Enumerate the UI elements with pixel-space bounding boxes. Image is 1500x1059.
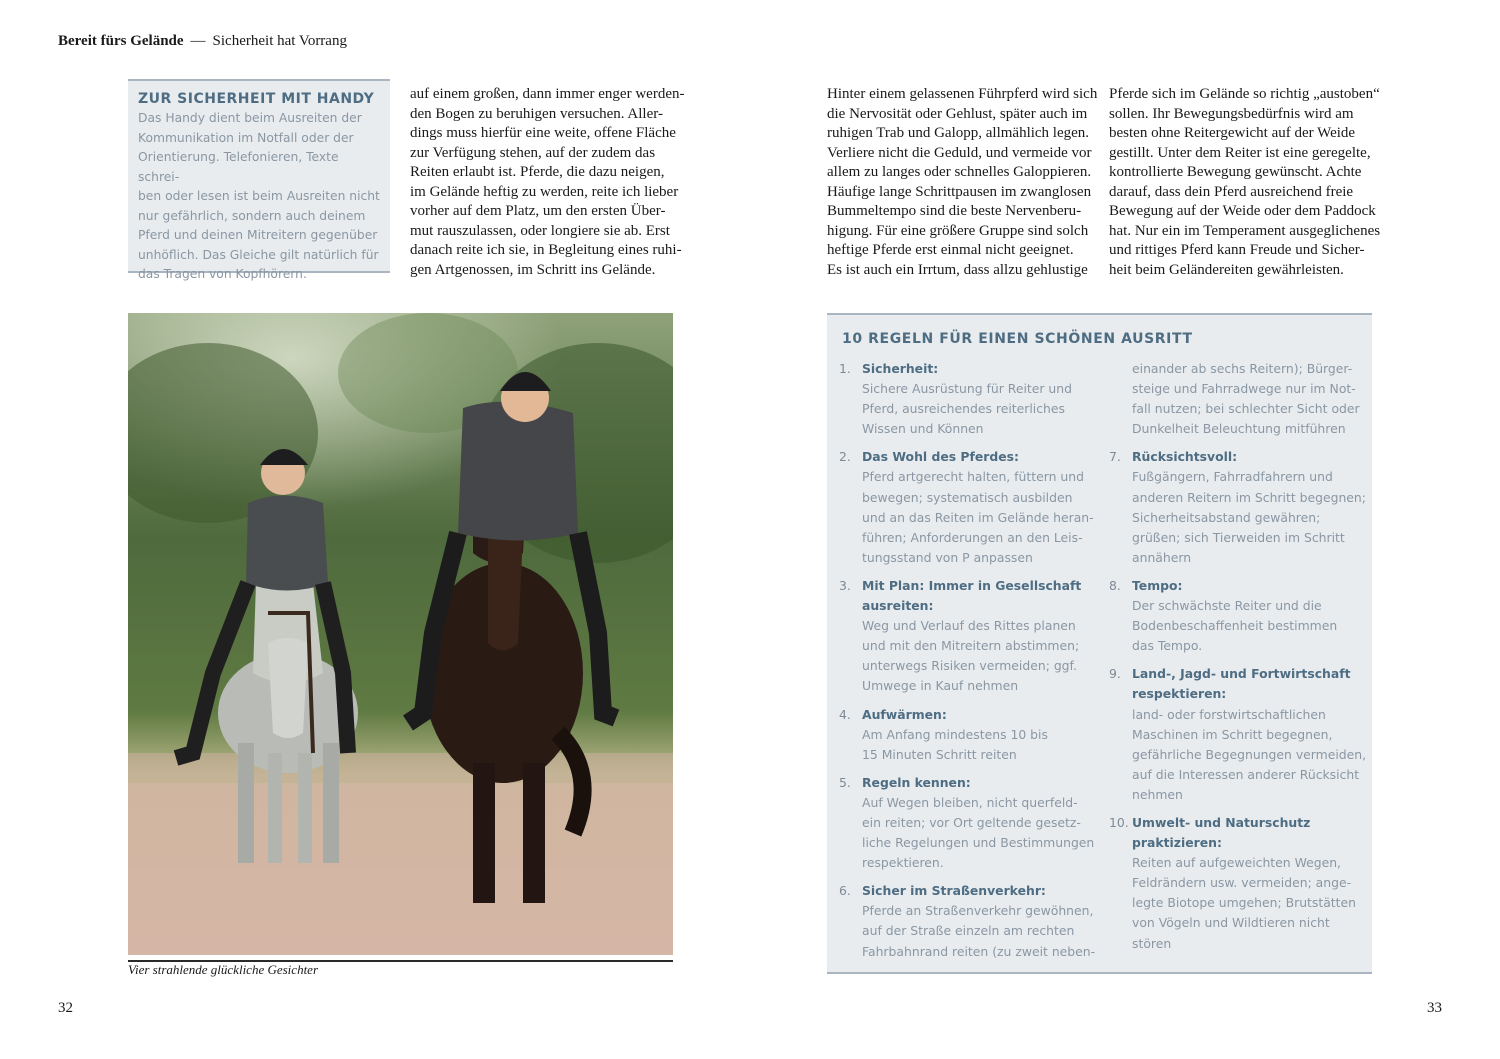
rules-box [827, 313, 1372, 974]
rule-text: Sichere Ausrüstung für Reiter und Pferd, ausreichendes reiterliches Wissen und Können [862, 381, 1072, 437]
body-line: ruhigen Trab und Galopp, allmählich legen. [827, 125, 1090, 141]
info-box-line: unhöflich. Das Gleiche gilt natürlich für [138, 247, 379, 262]
rule-title: Aufwärmen: [862, 706, 947, 722]
running-head-dash: — [190, 33, 206, 49]
body-line: Pferde sich im Gelände so richtig „austoben“ [1109, 86, 1380, 102]
rule-text: Auf Wegen bleiben, nicht querfeld- ein reiten; vor Ort geltende gesetz- liche Regelungen und Bestimmungen respektieren. [862, 794, 1095, 871]
body-line: allem zu langes oder schnelles Galoppieren. [827, 164, 1092, 180]
rule-text: Der schwächste Reiter und die Bodenbeschaffenheit bestimmen das Tempo. [1132, 598, 1338, 654]
rule-title: Tempo: [1132, 577, 1183, 593]
info-box-title: ZUR SICHERHEIT MIT HANDY [138, 91, 375, 107]
info-box-line: Kommunikation im Notfall oder der [138, 130, 354, 145]
rule-number: 2. [839, 449, 851, 465]
rule-text: land- oder forstwirtschaftlichen Maschinen im Schritt begegnen, gefährliche Begegnungen vermeiden, auf die Interessen anderer Rücksicht nehmen [1132, 706, 1367, 802]
body-line: hat. Nur ein im Temperament ausgeglichenes [1109, 222, 1381, 239]
rule-item [1109, 664, 1369, 805]
body-line: heftige Pferde erst einmal nicht geeignet. [827, 242, 1074, 258]
body-line: vorher auf dem Platz, um den ersten Über- [410, 203, 666, 219]
body-column-left [410, 85, 685, 280]
body-line: higung. Für eine größere Gruppe sind solch [827, 222, 1089, 239]
body-line: gen Artgenossen, im Schritt ins Gelände. [410, 261, 656, 278]
riders-photo [128, 313, 673, 955]
body-line: auf einem großen, dann immer enger werden- [410, 86, 685, 102]
body-line: sollen. Ihr Bewegungsbedürfnis wird am [1109, 105, 1354, 122]
rule-title: Mit Plan: Immer in Gesellschaft ausreiten: [862, 577, 1082, 614]
rule-text: Pferd artgerecht halten, füttern und bewegen; systematisch ausbilden und an das Reiten im Gelände heran- führen; Anforderungen an den Leis- tungsstand von P anpassen [862, 469, 1094, 565]
page-number-right: 33 [1427, 1000, 1442, 1016]
rule-text: Weg und Verlauf des Rittes planen und mit den Mitreitern abstimmen; unterwegs Risiken vermeiden; ggf. Umwege in Kauf nehmen [862, 618, 1080, 694]
chapter-title: Bereit fürs Gelände [58, 33, 184, 49]
info-box-line: ben oder lesen ist beim Ausreiten nicht [138, 189, 380, 203]
rule-item [1109, 447, 1369, 568]
rule-title: Umwelt- und Naturschutz praktizieren: [1132, 814, 1311, 851]
body-line: im Gelände heftig zu werden, reite ich lieber [410, 183, 679, 200]
section-title: Sicherheit hat Vorrang [212, 33, 347, 49]
running-head [58, 33, 347, 50]
rule-number: 9. [1109, 666, 1121, 682]
page-number-left: 32 [58, 1000, 73, 1016]
rule-title: Land-, Jagd- und Fortwirtschaft respektieren: [1132, 666, 1351, 702]
body-line: mut rauszulassen, oder longiere sie ab. Erst [410, 222, 670, 239]
body-line: Häufige lange Schrittpausen im zwanglosen [827, 183, 1092, 200]
body-line: darauf, dass dein Pferd ausreichend freie [1109, 183, 1354, 200]
body-line: und rittiges Pferd kann Freude und Sicher- [1109, 242, 1365, 258]
body-line: die Nervosität oder Gehlust, später auch im [827, 105, 1088, 122]
body-line: Es ist auch ein Irrtum, dass allzu gehlustige [827, 261, 1088, 278]
rule-item [1109, 813, 1369, 954]
rule-item [839, 447, 1099, 568]
rules-column-left [839, 359, 1099, 970]
info-box-line: Orientierung. Telefonieren, Texte schrei- [138, 150, 339, 184]
rule-title: Regeln kennen: [862, 774, 971, 790]
rule-text: Reiten auf aufgeweichten Wegen, Feldrändern usw. vermeiden; ange- legte Biotope umgehen; Brutstätten von Vögeln und Wildtieren nicht stören [1132, 855, 1356, 951]
body-column-right-2 [1109, 85, 1381, 280]
rule-title: Sicherheit: [862, 361, 939, 376]
rule-text: Am Anfang mindestens 10 bis 15 Minuten Schritt reiten [862, 726, 1048, 762]
rule-text: Pferde an Straßenverkehr gewöhnen, auf der Straße einzeln am rechten Fahrbahnrand reiten (zu zweit neben- [862, 903, 1096, 959]
body-line: Bewegung auf der Weide oder dem Paddock [1109, 203, 1376, 219]
rule-item [839, 881, 1099, 961]
rule-item [839, 359, 1099, 439]
body-line: besten ohne Reitergewicht auf der Weide [1109, 125, 1356, 141]
photo-caption: Vier strahlende glückliche Gesichter [128, 962, 319, 977]
info-box-line: nur gefährlich, sondern auch deinem [138, 208, 366, 223]
body-line: zur Verfügung stehen, auf der zudem das [410, 144, 656, 161]
body-line: dings muss hierfür eine weite, offene Fläche [410, 125, 676, 141]
riders-photo-illustration [128, 313, 673, 955]
rule-number: 7. [1109, 449, 1121, 465]
rule-number: 3. [839, 577, 851, 593]
info-box-line: das Tragen von Kopfhörern. [138, 267, 307, 281]
body-line: gestillt. Unter dem Reiter ist eine geregelte, [1109, 144, 1371, 161]
rule-number: 6. [839, 883, 851, 899]
rule-number: 1. [839, 361, 851, 376]
body-column-right-1 [827, 85, 1098, 280]
rule-title: Rücksichtsvoll: [1132, 449, 1238, 465]
rules-box-title: 10 REGELN FÜR EINEN SCHÖNEN AUSRITT [842, 331, 1193, 347]
rule-number: 5. [839, 774, 851, 790]
body-line: Reiten erlaubt ist. Pferde, die dazu neigen, [410, 164, 665, 180]
rule-item [839, 773, 1099, 873]
rules-column-right [1109, 359, 1369, 962]
rule-item [839, 705, 1099, 765]
body-line: danach reite ich sie, in Begleitung eines ruhi- [410, 242, 682, 258]
body-line: den Bogen zu beruhigen versuchen. Aller- [410, 105, 663, 122]
rule-number: 10. [1109, 814, 1129, 830]
body-line: Bummeltempo sind die beste Nervenberu- [827, 203, 1082, 219]
rule-number: 8. [1109, 577, 1121, 593]
rule-text: Fußgängern, Fahrradfahrern und anderen Reitern im Schritt begegnen; Sicherheitsabstand gewähren; grüßen; sich Tierweiden im Schritt annähern [1132, 469, 1366, 565]
rule-title: Sicher im Straßenverkehr: [862, 883, 1046, 899]
body-line: heit beim Geländereiten gewährleisten. [1109, 261, 1344, 278]
body-line: kontrollierte Bewegung gewünscht. Achte [1109, 164, 1362, 180]
body-line: Hinter einem gelassenen Führpferd wird sich [827, 86, 1098, 102]
rule-item [1109, 576, 1369, 656]
info-box-line: Das Handy dient beim Ausreiten der [138, 111, 362, 125]
rule-title: Das Wohl des Pferdes: [862, 449, 1020, 465]
rule-continuation: einander ab sechs Reitern); Bürger- steige und Fahrradwege nur im Not- fall nutzen; bei schlechter Sicht oder Dunkelheit Beleuchtung mitführen [1132, 361, 1360, 437]
handy-info-box [128, 79, 390, 281]
rule-number: 4. [839, 706, 851, 722]
rule-item [839, 576, 1099, 697]
body-line: Verliere nicht die Geduld, und vermeide vor [827, 144, 1092, 161]
info-box-line: Pferd und deinen Mitreitern gegenüber [138, 228, 378, 242]
